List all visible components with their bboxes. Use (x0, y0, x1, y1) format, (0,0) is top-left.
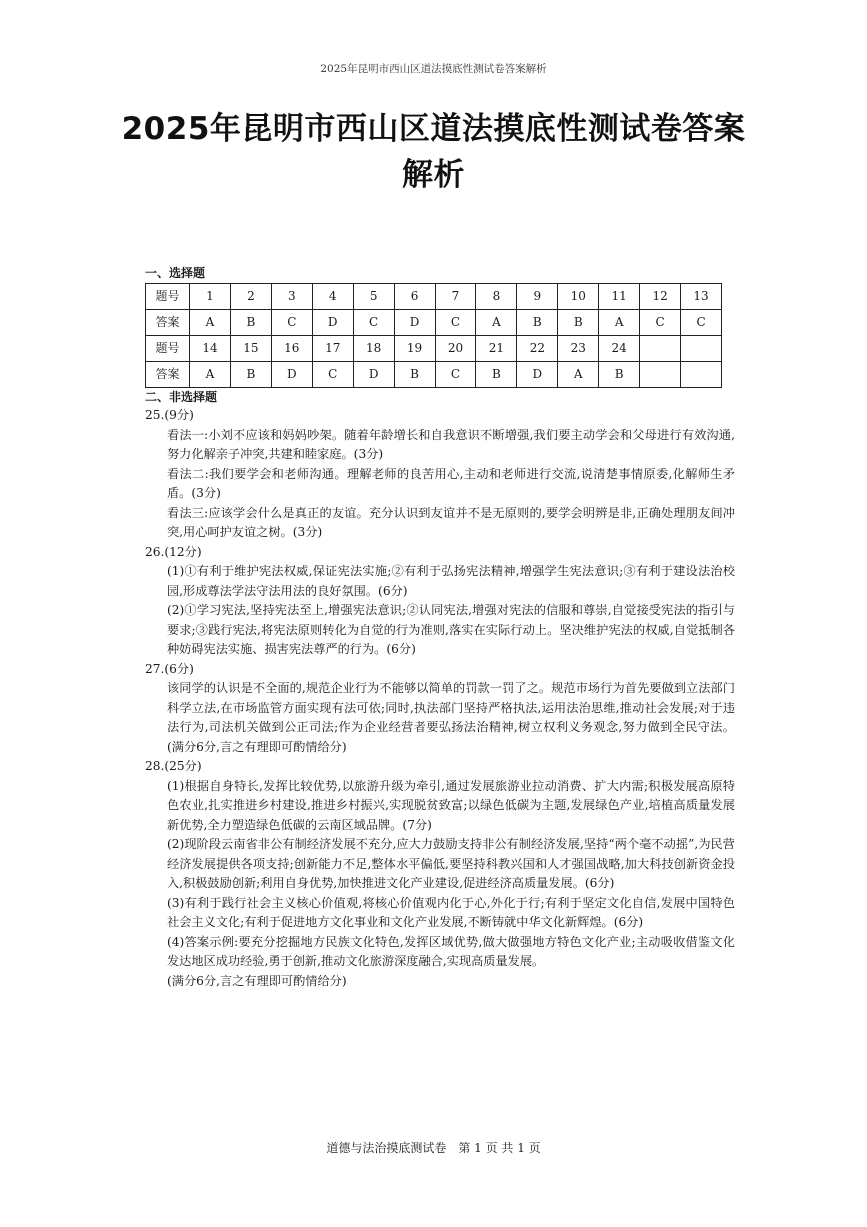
table-cell: B (230, 362, 271, 388)
table-row-label: 题号 (146, 336, 190, 362)
table-cell: 15 (230, 336, 271, 362)
table-cell: A (190, 310, 231, 336)
page-footer: 道德与法治摸底测试卷 第 1 页 共 1 页 (326, 1141, 541, 1155)
table-cell: B (394, 362, 435, 388)
table-cell: C (353, 310, 394, 336)
question-27-heading: 27.(6分) (145, 661, 194, 676)
paragraph: (1)根据自身特长,发挥比较优势,以旅游升级为牵引,通过发展旅游业拉动消费、扩大内需;积极发展高原特色农业,扎实推进乡村建设,推进乡村振兴,实现脱贫致富;以绿色低碳为主题,发展绿色产业,培植高质量发展新优势,全力塑造绿色低碳的云南区域品牌。(7分) (167, 778, 735, 832)
table-cell: 10 (558, 284, 599, 310)
table-cell: 16 (271, 336, 312, 362)
table-cell (640, 362, 681, 388)
table-cell (681, 336, 722, 362)
table-row (146, 284, 722, 310)
question-26-answer (145, 562, 735, 660)
paragraph: 该同学的认识是不全面的,规范企业行为不能够以简单的罚款一罚了之。规范市场行为首先要做到立法部门科学立法,在市场监管方面实现有法可依;同时,执法部门坚持严格执法,运用法治思维,推动社会发展;对于违法行为,司法机关做到公正司法;作为企业经营者要弘扬法治精神,树立权利义务观念,努力做到全民守法。(满分6分,言之有理即可酌情给分) (167, 681, 735, 754)
table-row-label: 答案 (146, 310, 190, 336)
table-cell: B (476, 362, 517, 388)
table-cell: 17 (312, 336, 353, 362)
question-28-heading: 28.(25分) (145, 759, 202, 773)
table-cell: D (271, 362, 312, 388)
table-cell: C (271, 310, 312, 336)
question-28-answer (145, 777, 735, 992)
running-header: 2025年昆明市西山区道法摸底性测试卷答案解析 (320, 63, 547, 75)
table-cell: C (435, 310, 476, 336)
paragraph: 看法二:我们要学会和老师沟通。理解老师的良苦用心,主动和老师进行交流,说清楚事情原委,化解师生矛盾。(3分) (167, 466, 735, 500)
table-cell: 23 (558, 336, 599, 362)
table-cell: C (435, 362, 476, 388)
table-row (146, 362, 722, 388)
answer-table (145, 283, 722, 388)
table-cell: C (312, 362, 353, 388)
table-row (146, 336, 722, 362)
table-cell: 8 (476, 284, 517, 310)
table-row-label: 题号 (146, 284, 190, 310)
table-cell: D (312, 310, 353, 336)
paragraph: 看法一:小刘不应该和妈妈吵架。随着年龄增长和自我意识不断增强,我们要主动学会和父母进行有效沟通,努力化解亲子冲突,共建和睦家庭。(3分) (167, 427, 735, 461)
paragraph: (4)答案示例:要充分挖掘地方民族文化特色,发挥区域优势,做大做强地方特色文化产业;主动吸收借鉴文化发达地区成功经验,勇于创新,推动文化旅游深度融合,实现高质量发展。 (167, 934, 735, 968)
table-cell: D (394, 310, 435, 336)
paragraph: (2)现阶段云南省非公有制经济发展不充分,应大力鼓励支持非公有制经济发展,坚持“两个毫不动摇”,为民营经济发展提供各项支持;创新能力不足,整体水平偏低,要坚持科教兴国和人才强国战略,加大科技创新资金投入,积极鼓励创新;利用自身优势,加快推进文化产业建设,促进经济高质量发展。(6分) (167, 837, 735, 890)
table-cell: 6 (394, 284, 435, 310)
table-row-label: 答案 (146, 362, 190, 388)
paragraph: 看法三:应该学会什么是真正的友谊。充分认识到友谊并不是无原则的,要学会明辨是非,正确处理朋友间冲突,用心呵护友谊之树。(3分) (167, 505, 735, 539)
table-cell: A (476, 310, 517, 336)
table-cell: 19 (394, 336, 435, 362)
table-cell: D (353, 362, 394, 388)
table-cell: 9 (517, 284, 558, 310)
paragraph: (满分6分,言之有理即可酌情给分) (167, 973, 347, 988)
table-cell: 7 (435, 284, 476, 310)
question-27-answer (145, 679, 735, 757)
table-cell: 18 (353, 336, 394, 362)
document-title: 2025年昆明市西山区道法摸底性测试卷答案解析 (121, 111, 746, 193)
table-cell: B (558, 310, 599, 336)
table-cell: 21 (476, 336, 517, 362)
table-cell (640, 336, 681, 362)
table-cell: 4 (312, 284, 353, 310)
question-26-heading: 26.(12分) (145, 544, 202, 559)
table-cell: B (599, 362, 640, 388)
table-cell: 24 (599, 336, 640, 362)
table-cell (681, 362, 722, 388)
question-25-heading: 25.(9分) (145, 408, 194, 422)
paragraph: (1)①有利于维护宪法权威,保证宪法实施;②有利于弘扬宪法精神,增强学生宪法意识;③有利于建设法治校园,形成尊法学法守法用法的良好氛围。(6分) (167, 564, 735, 598)
table-cell: 3 (271, 284, 312, 310)
table-cell: 20 (435, 336, 476, 362)
table-cell: 5 (353, 284, 394, 310)
table-cell: A (558, 362, 599, 388)
table-cell: A (190, 362, 231, 388)
table-row (146, 310, 722, 336)
paragraph: (3)有利于践行社会主义核心价值观,将核心价值观内化于心,外化于行;有利于坚定文化自信,发展中国特色社会主义文化;有利于促进地方文化事业和文化产业发展,不断铸就中华文化新辉煌。(6分) (167, 895, 735, 929)
table-cell: C (681, 310, 722, 336)
table-cell: 2 (230, 284, 271, 310)
table-cell: A (599, 310, 640, 336)
question-25-answer (145, 426, 735, 543)
table-cell: 22 (517, 336, 558, 362)
table-cell: 13 (681, 284, 722, 310)
table-cell: B (230, 310, 271, 336)
table-cell: 14 (190, 336, 231, 362)
table-cell: D (517, 362, 558, 388)
table-cell: C (640, 310, 681, 336)
paragraph: (2)①学习宪法,坚持宪法至上,增强宪法意识;②认同宪法,增强对宪法的信服和尊崇,自觉接受宪法的指引与要求;③践行宪法,将宪法原则转化为自觉的行为准则,落实在实际行动上。坚决维护宪法的权威,自觉抵制各种妨碍宪法实施、损害宪法尊严的行为。(6分) (167, 603, 735, 656)
table-cell: B (517, 310, 558, 336)
table-cell: 11 (599, 284, 640, 310)
document-body (145, 264, 735, 991)
section-choice-heading: 一、选择题 (145, 266, 206, 280)
table-cell: 1 (190, 284, 231, 310)
table-cell: 12 (640, 284, 681, 310)
section-nonchoice-heading: 二、非选择题 (145, 390, 218, 404)
